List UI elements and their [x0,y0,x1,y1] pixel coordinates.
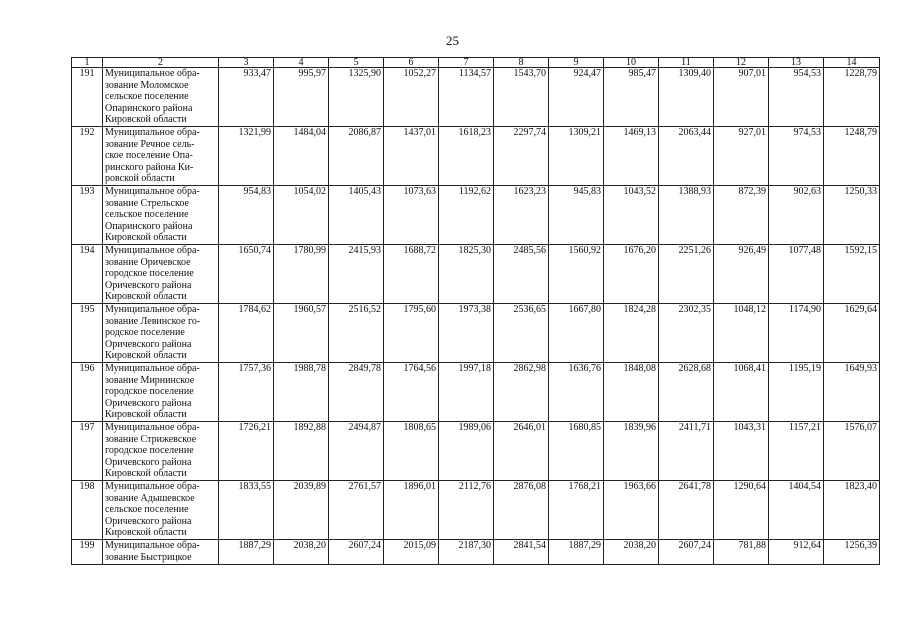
municipality-name-line: зование Быстрицкое [105,551,192,563]
value-cell: 985,47 [604,68,659,127]
value-cell: 1048,12 [714,304,769,363]
value-cell: 1469,13 [604,127,659,186]
value-cell: 1077,48 [769,245,824,304]
column-header: 4 [274,58,329,68]
municipality-name-line: Оричевского района [105,515,192,527]
column-header: 5 [329,58,384,68]
value-cell: 1989,06 [439,422,494,481]
municipality-name-line: Оричевского района [105,338,192,350]
value-cell: 1576,07 [824,422,880,481]
value-cell: 2038,20 [604,540,659,565]
value-cell: 1629,64 [824,304,880,363]
municipality-name-line: сельское поселение [105,209,189,220]
municipality-name-line: ское поселение Опа- [105,150,193,161]
value-cell: 1174,90 [769,304,824,363]
value-cell: 1073,63 [384,186,439,245]
municipality-name-line: зование Левинское го- [105,315,201,327]
column-header: 8 [494,58,549,68]
value-cell: 1618,23 [439,127,494,186]
value-cell: 1650,74 [219,245,274,304]
value-cell: 1808,65 [384,422,439,481]
municipality-name-line: ровской области [105,173,175,184]
municipality-name-line: Кировской области [105,468,187,479]
value-cell: 974,53 [769,127,824,186]
value-cell: 1321,99 [219,127,274,186]
municipality-name-line: зование Стрижевское [105,433,197,445]
value-cell: 1405,43 [329,186,384,245]
value-cell: 1825,30 [439,245,494,304]
value-cell: 2063,44 [659,127,714,186]
value-cell: 924,47 [549,68,604,127]
value-cell: 1726,21 [219,422,274,481]
value-cell: 1290,64 [714,481,769,540]
value-cell: 2841,54 [494,540,549,565]
value-cell: 926,49 [714,245,769,304]
municipality-name-line: Оричевского района [105,456,192,468]
municipality-name-line: Оричевского района [105,279,192,291]
value-cell: 1543,70 [494,68,549,127]
value-cell: 1997,18 [439,363,494,422]
municipality-name [103,304,219,363]
value-cell: 872,39 [714,186,769,245]
tariff-table [71,57,880,565]
value-cell: 2536,65 [494,304,549,363]
value-cell: 1325,90 [329,68,384,127]
municipality-name-line: Муниципальное обра- [105,363,200,374]
table-row [72,186,880,245]
municipality-name-line: Опаринского района [105,102,193,114]
table-row [72,481,880,540]
value-cell: 1887,29 [549,540,604,565]
value-cell: 1768,21 [549,481,604,540]
value-cell: 1680,85 [549,422,604,481]
municipality-name-line: Муниципальное обра- [105,481,200,492]
value-cell: 1636,76 [549,363,604,422]
municipality-name-line: сельское поселение [105,91,189,102]
municipality-name-line: зование Оричевское [105,256,191,268]
value-cell: 2641,78 [659,481,714,540]
value-cell: 1757,36 [219,363,274,422]
value-cell: 2297,74 [494,127,549,186]
value-cell: 2761,57 [329,481,384,540]
value-cell: 1795,60 [384,304,439,363]
municipality-name-line: Кировской области [105,350,187,361]
municipality-name-line: Опаринского района [105,220,193,232]
value-cell: 2516,52 [329,304,384,363]
table-row [72,68,880,127]
value-cell: 1068,41 [714,363,769,422]
value-cell: 902,63 [769,186,824,245]
value-cell: 1228,79 [824,68,880,127]
column-header: 6 [384,58,439,68]
municipality-name-line: ринского района Ки- [105,161,194,173]
row-number: 192 [72,127,103,186]
value-cell: 1963,66 [604,481,659,540]
municipality-name [103,127,219,186]
value-cell: 1892,88 [274,422,329,481]
municipality-name-line: городское поселение [105,268,194,279]
column-header: 9 [549,58,604,68]
value-cell: 1157,21 [769,422,824,481]
value-cell: 1256,39 [824,540,880,565]
table-row [72,540,880,565]
municipality-name-line: Кировской области [105,409,187,420]
row-number: 196 [72,363,103,422]
row-number: 195 [72,304,103,363]
value-cell: 2112,76 [439,481,494,540]
value-cell: 1623,23 [494,186,549,245]
column-header: 13 [769,58,824,68]
municipality-name-line: зование Речное сель- [105,138,195,150]
municipality-name-line: Муниципальное обра- [105,540,200,551]
column-header: 12 [714,58,769,68]
value-cell: 2494,87 [329,422,384,481]
value-cell: 2607,24 [659,540,714,565]
municipality-name-line: зование Стрельское [105,197,189,209]
row-number: 199 [72,540,103,565]
municipality-name [103,68,219,127]
municipality-name-line: Муниципальное обра- [105,68,200,79]
value-cell: 1195,19 [769,363,824,422]
value-cell: 2302,35 [659,304,714,363]
value-cell: 1043,52 [604,186,659,245]
municipality-name-line: Муниципальное обра- [105,127,200,138]
value-cell: 1780,99 [274,245,329,304]
table-row [72,304,880,363]
value-cell: 2086,87 [329,127,384,186]
table-row [72,363,880,422]
value-cell: 1960,57 [274,304,329,363]
value-cell: 2415,93 [329,245,384,304]
value-cell: 2015,09 [384,540,439,565]
value-cell: 2251,26 [659,245,714,304]
value-cell: 1248,79 [824,127,880,186]
municipality-name-line: Кировской области [105,527,187,538]
value-cell: 1988,78 [274,363,329,422]
value-cell: 1592,15 [824,245,880,304]
value-cell: 1839,96 [604,422,659,481]
column-header: 10 [604,58,659,68]
municipality-name-line: городское поселение [105,445,194,456]
value-cell: 1043,31 [714,422,769,481]
value-cell: 1824,28 [604,304,659,363]
value-cell: 1437,01 [384,127,439,186]
row-number: 197 [72,422,103,481]
table-row [72,127,880,186]
value-cell: 907,01 [714,68,769,127]
value-cell: 2607,24 [329,540,384,565]
value-cell: 2038,20 [274,540,329,565]
header-row [72,58,880,68]
value-cell: 1833,55 [219,481,274,540]
municipality-name-line: Муниципальное обра- [105,422,200,433]
value-cell: 1309,21 [549,127,604,186]
municipality-name-line: Муниципальное обра- [105,304,200,315]
value-cell: 1688,72 [384,245,439,304]
value-cell: 2485,56 [494,245,549,304]
value-cell: 2862,98 [494,363,549,422]
column-header: 1 [72,58,103,68]
municipality-name-line: сельское поселение [105,504,189,515]
value-cell: 1848,08 [604,363,659,422]
value-cell: 1887,29 [219,540,274,565]
value-cell: 2849,78 [329,363,384,422]
value-cell: 927,01 [714,127,769,186]
municipality-name-line: Муниципальное обра- [105,186,200,197]
municipality-name-line: городское поселение [105,386,194,397]
table-row [72,422,880,481]
municipality-name-line: Кировской области [105,291,187,302]
value-cell: 2411,71 [659,422,714,481]
value-cell: 1560,92 [549,245,604,304]
value-cell: 2187,30 [439,540,494,565]
value-cell: 995,97 [274,68,329,127]
table-body [72,68,880,565]
column-header: 11 [659,58,714,68]
value-cell: 1676,20 [604,245,659,304]
value-cell: 1192,62 [439,186,494,245]
municipality-name [103,481,219,540]
municipality-name [103,363,219,422]
page-number: 25 [446,33,459,48]
row-number: 193 [72,186,103,245]
column-header: 14 [824,58,880,68]
value-cell: 2039,89 [274,481,329,540]
municipality-name-line: зование Мирнинское [105,374,195,386]
row-number: 194 [72,245,103,304]
value-cell: 912,64 [769,540,824,565]
value-cell: 1896,01 [384,481,439,540]
value-cell: 1667,80 [549,304,604,363]
value-cell: 1054,02 [274,186,329,245]
value-cell: 1052,27 [384,68,439,127]
value-cell: 1250,33 [824,186,880,245]
value-cell: 1404,54 [769,481,824,540]
value-cell: 1388,93 [659,186,714,245]
column-header: 2 [103,58,219,68]
municipality-name-line: зование Моломское [105,79,189,91]
row-number: 198 [72,481,103,540]
municipality-name-line: Муниципальное обра- [105,245,200,256]
municipality-name [103,186,219,245]
value-cell: 1484,04 [274,127,329,186]
value-cell: 1309,40 [659,68,714,127]
table-row [72,245,880,304]
value-cell: 1764,56 [384,363,439,422]
value-cell: 954,53 [769,68,824,127]
municipality-name-line: Кировской области [105,114,187,125]
value-cell: 2876,08 [494,481,549,540]
municipality-name-line: Кировской области [105,232,187,243]
value-cell: 933,47 [219,68,274,127]
column-header: 3 [219,58,274,68]
municipality-name-line: родское поселение [105,327,185,338]
column-header: 7 [439,58,494,68]
municipality-name-line: Оричевского района [105,397,192,409]
value-cell: 1784,62 [219,304,274,363]
municipality-name [103,245,219,304]
municipality-name-line: зование Адышевское [105,492,195,504]
municipality-name [103,422,219,481]
value-cell: 954,83 [219,186,274,245]
value-cell: 1134,57 [439,68,494,127]
value-cell: 781,88 [714,540,769,565]
value-cell: 1973,38 [439,304,494,363]
value-cell: 2646,01 [494,422,549,481]
value-cell: 945,83 [549,186,604,245]
value-cell: 1649,93 [824,363,880,422]
value-cell: 2628,68 [659,363,714,422]
row-number: 191 [72,68,103,127]
municipality-name [103,540,219,565]
value-cell: 1823,40 [824,481,880,540]
